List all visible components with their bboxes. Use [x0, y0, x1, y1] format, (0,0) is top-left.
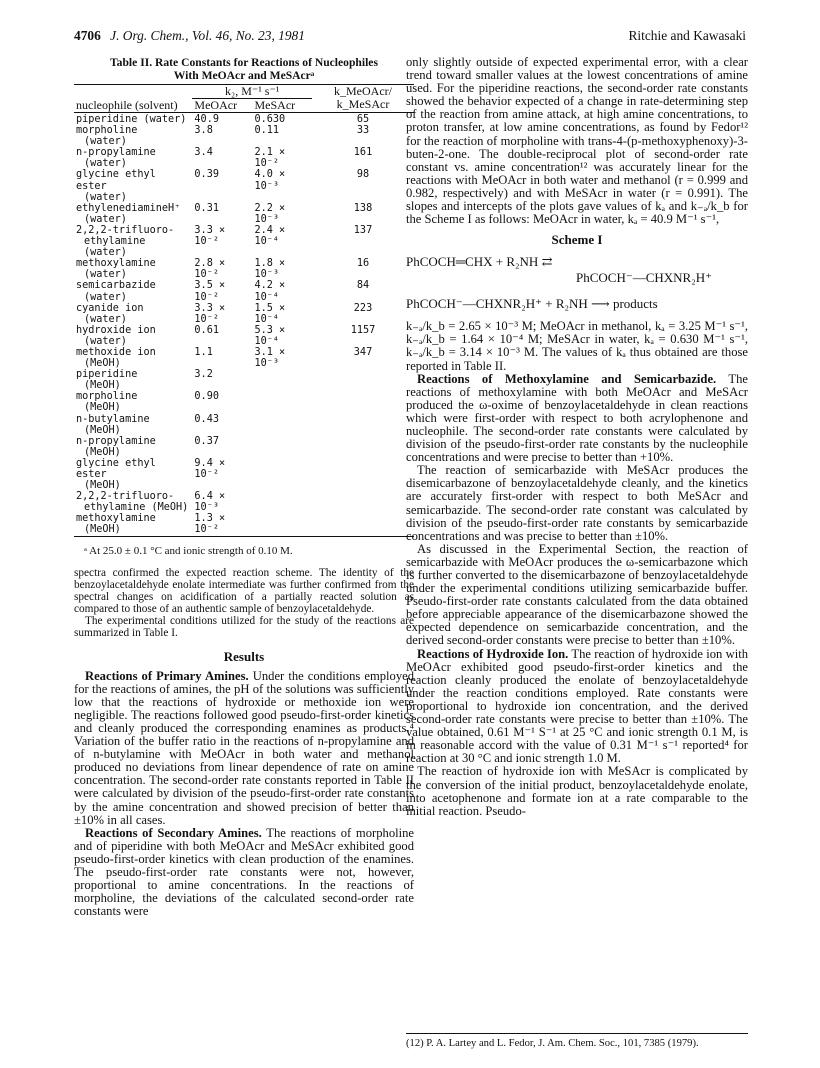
table-row	[74, 147, 414, 169]
meoacr-value: 1.3 × 10⁻²	[194, 513, 226, 536]
paragraph: The reaction of semicarbazide with MeSAcr produces the disemicarbazone of benzoylacetaldehyde cleanly, and the kinetics are accurately first-order with respect to both MeSAcr and semicarbazide. The second-order rate constant was calculated by division of the pseudo-first-order rate constants by semicarbazide concentrations and was precise to better than ±10%.	[406, 463, 748, 543]
table-row	[74, 203, 414, 225]
meoacr-value: 3.8	[194, 125, 213, 137]
right-column	[406, 56, 748, 818]
mesacr-value	[253, 414, 313, 436]
paragraph: only slightly outside of expected experimental error, with a clear trend toward smaller values at the lowest concentrations of amine used. For the piperidine reactions, the second-order rate constants showed the behavior expected of a change in rate-determining step of the reaction from amine attack, at high amine concentrations, to proton transfer, at low amine concentrations, as found by Fedor¹² for the reaction of morpholine with trans-4-(p-methoxyphenoxy)-3-buten-2-one. The double-reciprocal plot of second-order rate constant vs. amine concentration¹² was accurately linear for the reactions with MeOAcr in both water and methanol (r = 0.999 and 0.982, respectively) and with MeSAcr in water (r = 0.991). The slopes and intercepts of the plots gave values of kₐ and k₋ₐ/k_b for the Scheme I as follows: MeOAcr in water, kₐ = 40.9 M⁻¹ s⁻¹,	[406, 55, 748, 227]
ratio-value: 84	[356, 280, 370, 292]
ratio-value: 223	[353, 302, 373, 314]
solvent-label: (water)	[84, 291, 127, 303]
ratio-header: k_MeOAcr/ k_MeSAcr	[334, 84, 392, 111]
nucleophile-cell	[74, 325, 192, 347]
page-number: 4706	[74, 28, 101, 43]
nucleophile-cell	[74, 458, 192, 491]
nucleophile-cell	[74, 414, 192, 436]
paragraph: The reaction of hydroxide ion with MeSAcr is complicated by the conversion of the initial product, benzoylacetaldehyde enolate, into acetophenone and formate ion at a rate comparable to the initial reaction. Pseudo-	[406, 764, 748, 818]
paragraph: Reactions of Secondary Amines. The reactions of morpholine and of piperidine with both MeOAcr and MeSAcr exhibited good pseudo-first-order kinetics with clean production of the enamines. The pseudo-first-order rate constants were not, however, proportional to amine concentrations. In the reactions of morpholine, the deviations of the calculated second-order rate constants were	[74, 825, 414, 919]
meoacr-value: 0.39	[194, 169, 219, 181]
solvent-label: (MeOH)	[84, 380, 121, 392]
ratio-value	[312, 391, 414, 413]
mesacr-value	[253, 391, 313, 413]
mesacr-value	[253, 513, 313, 536]
table-row	[74, 169, 414, 202]
table-row	[74, 391, 414, 413]
rate-constants-table	[74, 84, 414, 538]
solvent-label: ethylamine (MeOH)	[84, 502, 189, 514]
mesacr-value: 3.1 × 10⁻³	[254, 346, 286, 370]
nucleophile-name: 2,2,2-trifluoro-	[76, 224, 175, 236]
table-row	[74, 458, 414, 491]
mesacr-value	[253, 491, 313, 513]
paragraph: spectra confirmed the expected reaction scheme. The identity of the benzoylacetaldehyde enolate intermediate was further confirmed from the spectral changes on acidification of a partially reacted solution as compared to those of an authentic sample of benzoylacetaldehyde.	[74, 566, 414, 615]
nucleophile-name: methoxylamine	[76, 513, 156, 525]
nucleophile-header: nucleophile (solvent)	[76, 97, 178, 112]
nucleophile-cell	[74, 347, 192, 369]
solvent-label: (water)	[84, 269, 127, 281]
solvent-label: (MeOH)	[84, 446, 121, 458]
nucleophile-name: hydroxide ion	[76, 324, 156, 336]
solvent-label: (water)	[84, 213, 127, 225]
section-heading: Results	[223, 648, 265, 664]
mesacr-value: 4.2 × 10⁻⁴	[254, 280, 286, 303]
scheme-intermediate: PhCOCH⁻—CHXNR₂H⁺	[576, 270, 712, 286]
meoacr-value: 3.4	[194, 147, 213, 159]
nucleophile-name: cyanide ion	[76, 302, 144, 314]
ratio-value: 1157	[350, 324, 376, 336]
ratio-value	[312, 513, 414, 536]
nucleophile-name: piperidine	[76, 369, 138, 381]
nucleophile-cell	[74, 491, 192, 513]
solvent-label: (MeOH)	[84, 424, 121, 436]
table-row	[74, 369, 414, 391]
meoacr-value: 3.3 × 10⁻²	[194, 224, 226, 248]
nucleophile-name: methoxide ion	[76, 346, 156, 358]
solvent-label: (MeOH)	[84, 480, 121, 492]
paragraph: Reactions of Primary Amines. Under the conditions employed for the reactions of amines, the pH of the solutions was sufficiently low that the reactions of hydroxide or methoxide ion were negligible. The reactions followed good pseudo-first-order kinetics and cleanly produced the corresponding enamines as products.⁴ Variation of the buffer ratio in the reactions of n-propylamine and of n-butylamine with MeOAcr in both water and methanol produced no deviations from linear dependence of rate on amine concentration. The second-order rate constants reported in Table II were calculated by division of the pseudo-first-order rate constants by the amine concentration and showed precision of better than ±10% in all cases.	[74, 668, 415, 827]
nucleophile-name: n-butylamine	[76, 413, 150, 425]
table-row	[74, 491, 414, 513]
table-row	[74, 225, 414, 258]
solvent-label: (water)	[84, 313, 127, 325]
ratio-value: 98	[356, 169, 370, 181]
nucleophile-name: semicarbazide	[76, 280, 156, 292]
table-row	[74, 114, 414, 125]
mesacr-value: 1.5 × 10⁻⁴	[254, 302, 286, 325]
paragraph: Reactions of Methoxylamine and Semicarbazide. The reactions of methoxylamine with both MeOAcr and MeSAcr produced the ω-oxime of benzoylacetaldehyde in clean reactions which were first-order with respect to both acrylophenone and nucleophile. The second-order rate constants were calculated by division of the pseudo-first-order rate constants by the nucleophile concentrations and were precise to better than +10%.	[406, 371, 748, 465]
mesacr-value	[253, 369, 313, 391]
mesacr-value: 2.2 × 10⁻³	[254, 202, 286, 225]
meoacr-value: 3.3 × 10⁻²	[194, 302, 226, 325]
meoacr-value: 0.43	[194, 413, 219, 425]
table-row	[74, 258, 414, 280]
nucleophile-name: n-propylamine	[76, 147, 156, 159]
ratio-value: 138	[353, 202, 373, 214]
scheme-step-2: PhCOCH⁻—CHXNR₂H⁺ + R₂NH ⟶ products	[406, 296, 658, 312]
mesacr-value: 2.1 × 10⁻²	[254, 147, 286, 170]
table-row	[74, 125, 414, 147]
nucleophile-cell	[74, 147, 192, 169]
meoacr-value: 6.4 × 10⁻³	[194, 491, 226, 514]
solvent-label: (water)	[84, 335, 127, 347]
meoacr-value: 9.4 × 10⁻²	[194, 457, 226, 480]
meoacr-value: 0.61	[194, 324, 219, 336]
table-row	[74, 325, 414, 347]
meoacr-value: 3.2	[194, 369, 213, 381]
scheme-title: Scheme I	[551, 232, 603, 248]
ratio-value: 65	[356, 114, 370, 125]
k2-header: k₂, M⁻¹ s⁻¹	[192, 85, 312, 99]
nucleophile-cell	[74, 391, 192, 413]
meoacr-value: 0.31	[194, 202, 219, 214]
ratio-value: 347	[353, 346, 373, 358]
nucleophile-cell	[74, 280, 192, 302]
run-in-heading: Reactions of Methoxylamine and Semicarbazide.	[417, 371, 717, 386]
table-row	[74, 414, 414, 436]
table-footnote: ᵃ At 25.0 ± 0.1 °C and ionic strength of 0.10 M.	[84, 544, 293, 557]
mesacr-header: MeSAcr	[254, 98, 296, 112]
page-header	[74, 28, 746, 46]
meoacr-value: 0.37	[194, 435, 219, 447]
scheme-step-1: PhCOCH═CHX + R₂NH ⇄	[406, 254, 553, 270]
paragraph: As discussed in the Experimental Section, the reaction of semicarbazide with MeOAcr produces the ω-semicarbazone which is further converted to the disemicarbazone of benzoylacetaldehyde under the experimental conditions utilizing semicarbazide buffer. Pseudo-first-order rate constants calculated from the data obtained before appreciable appearance of the disemicarbazone showed the expected dependence on semicarbazide concentration, and the derived second-order constants were precise to better than ±10%.	[406, 541, 748, 648]
solvent-label: (MeOH)	[84, 524, 121, 536]
mesacr-value: 1.8 × 10⁻³	[254, 258, 286, 281]
table-row	[74, 436, 414, 458]
mesacr-value: 2.4 × 10⁻⁴	[254, 224, 286, 248]
ratio-value: 33	[356, 125, 370, 137]
mesacr-value	[253, 436, 313, 458]
nucleophile-cell	[74, 513, 192, 536]
ratio-value	[312, 458, 414, 491]
meoacr-header: MeOAcr	[194, 98, 238, 112]
nucleophile-cell	[74, 203, 192, 225]
reaction-scheme	[406, 254, 748, 312]
nucleophile-cell	[74, 258, 192, 280]
nucleophile-name: ethylenediamineH⁺	[76, 202, 181, 214]
meoacr-value: 0.90	[194, 391, 219, 403]
table-row	[74, 513, 414, 536]
nucleophile-cell	[74, 436, 192, 458]
nucleophile-cell	[74, 225, 192, 258]
paragraph: Reactions of Hydroxide Ion. The reaction of hydroxide ion with MeOAcr exhibited good pseudo-first-order kinetics and the reaction cleanly produced the enolate of benzoylacetaldehyde under the reaction conditions employed. Rate constants were proportional to hydroxide ion concentration, and the derived second-order rate constants were precise to better than ±10%. The value obtained, 0.61 M⁻¹ S⁻¹ at 25 °C and ionic strength 0.1 M, is in reasonable accord with the value of 0.31 M⁻¹ s⁻¹ reported⁴ for reaction at 30 °C and ionic strength 1.0 M.	[406, 646, 748, 766]
nucleophile-name: n-propylamine	[76, 435, 156, 447]
left-column	[74, 56, 414, 918]
solvent-label: (water)	[84, 191, 127, 203]
meoacr-value: 40.9	[194, 114, 219, 125]
nucleophile-cell	[74, 125, 192, 147]
running-head-authors: Ritchie and Kawasaki	[628, 28, 746, 43]
table-row	[74, 303, 414, 325]
run-in-heading: Reactions of Secondary Amines.	[85, 825, 262, 840]
nucleophile-name: glycine ethyl ester	[76, 169, 156, 192]
nucleophile-cell	[74, 369, 192, 391]
meoacr-value: 3.5 × 10⁻²	[194, 280, 226, 303]
mesacr-value: 5.3 × 10⁻⁴	[254, 324, 286, 347]
nucleophile-name: piperidine (water)	[76, 114, 187, 125]
mesacr-value: 4.0 × 10⁻³	[254, 169, 286, 192]
solvent-label: (MeOH)	[84, 402, 121, 414]
nucleophile-cell	[74, 114, 192, 125]
mesacr-value	[253, 458, 313, 491]
solvent-label: ethylamine (water)	[84, 236, 146, 259]
ratio-value	[312, 369, 414, 391]
solvent-label: (MeOH)	[84, 358, 121, 370]
nucleophile-name: glycine ethyl ester	[76, 457, 156, 480]
running-head-left	[74, 28, 305, 46]
nucleophile-name: methoxylamine	[76, 258, 156, 270]
nucleophile-name: morpholine	[76, 125, 138, 137]
ratio-value: 161	[353, 147, 373, 159]
mesacr-value: 0.11	[254, 125, 280, 137]
solvent-label: (water)	[84, 158, 127, 170]
ratio-value	[312, 414, 414, 436]
table-caption: Table II. Rate Constants for Reactions of Nucleophiles With MeOAcr and MeSAcrᵃ	[110, 56, 378, 82]
nucleophile-cell	[74, 303, 192, 325]
meoacr-value: 1.1	[194, 346, 213, 358]
ratio-value: 137	[353, 224, 373, 236]
ratio-value	[312, 491, 414, 513]
nucleophile-name: 2,2,2-trifluoro-	[76, 491, 175, 503]
solvent-label: (water)	[84, 136, 127, 148]
journal-citation: J. Org. Chem., Vol. 46, No. 23, 1981	[110, 28, 305, 43]
table-row	[74, 347, 414, 369]
run-in-heading: Reactions of Hydroxide Ion.	[417, 646, 569, 661]
nucleophile-name: morpholine	[76, 391, 138, 403]
mesacr-value: 0.630	[254, 114, 286, 125]
paragraph: k₋ₐ/k_b = 2.65 × 10⁻³ M; MeOAcr in methanol, kₐ = 3.25 M⁻¹ s⁻¹, k₋ₐ/k_b = 1.64 × 10⁻⁴ M; MeSAcr in water, kₐ = 0.630 M⁻¹ s⁻¹, k₋ₐ/k_b = 3.14 × 10⁻³ M. The values of kₐ thus obtained are those reported in Table II.	[406, 319, 748, 373]
meoacr-value: 2.8 × 10⁻²	[194, 258, 226, 281]
paragraph: The experimental conditions utilized for the study of the reactions are summarized in Table I.	[74, 614, 414, 639]
ratio-value: 16	[356, 258, 370, 270]
table-row	[74, 280, 414, 302]
page-footnote: (12) P. A. Lartey and L. Fedor, J. Am. Chem. Soc., 101, 7385 (1979).	[406, 1033, 748, 1050]
run-in-heading: Reactions of Primary Amines.	[85, 668, 249, 683]
ratio-value	[312, 436, 414, 458]
nucleophile-cell	[74, 169, 192, 202]
